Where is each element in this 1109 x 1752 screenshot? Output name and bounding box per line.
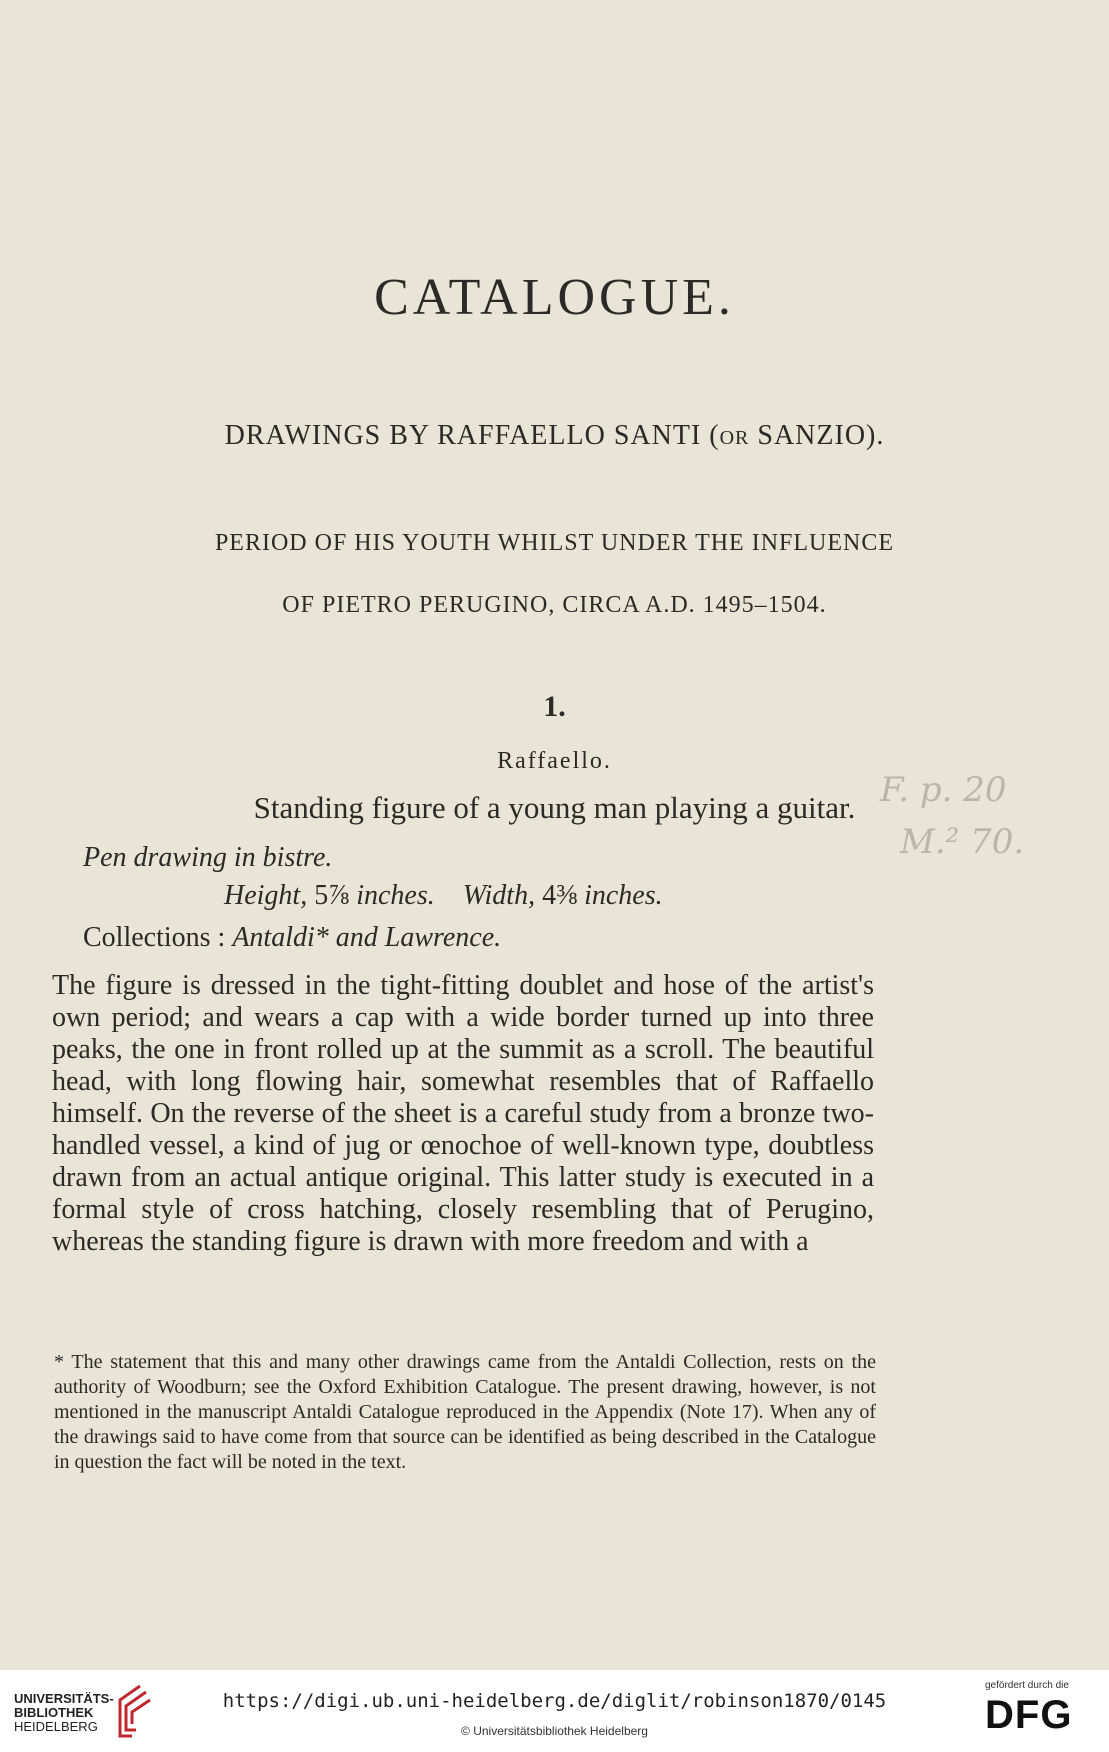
footnote: * The statement that this and many other drawings came from the Antaldi Collection, rests on the authority of Woodburn; see the Oxford Exhibition Catalogue. The present drawing, however, is not mentioned in the manuscript Antaldi Catalogue reproduced in the Appendix (Note 17). When any of the drawings said to have come from that source can be identified as being described in the Catalogue in question the fact will be noted in the text. (54, 1351, 876, 1473)
width-unit: inches. (584, 880, 663, 911)
subtitle-or: OR (719, 427, 750, 449)
pencil-annotation (880, 770, 1080, 880)
annotation-line-1: F. p. 20 (880, 770, 1007, 810)
body-paragraph: The figure is dressed in the tight-fitting doublet and hose of the artist's own period; and wears a cap with a wide border turned up into three peaks, the one in front rolled up at the summit as a scroll. The beautiful head, with long flowing hair, somewhat resembles that of Raffaello himself. On the reverse of the sheet is a careful study from a bronze two-handled vessel, a kind of jug or œnochoe of well-known type, doubtless drawn from an actual antique original. This latter study is executed in a formal style of cross hatching, closely resembling that of Perugino, whereas the standing figure is drawn with more freedom and with a (52, 970, 874, 1257)
entry-artist: Raffaello. (497, 748, 612, 774)
entry-medium: Pen drawing in bistre. (83, 842, 333, 873)
collections-label: Collections : (83, 922, 226, 953)
logo-line-3: HEIDELBERG (14, 1719, 98, 1734)
width-value: 4⅜ (542, 880, 578, 911)
height-label: Height, (224, 880, 308, 911)
subtitle-paren-open: ( (701, 420, 720, 451)
period-line-2: OF PIETRO PERUGINO, CIRCA A.D. 1495–1504. (282, 592, 827, 618)
height-unit: inches. (356, 880, 435, 911)
subtitle-tail: SANZIO). (749, 420, 885, 451)
annotation-line-2: M.² 70. (900, 822, 1025, 862)
subtitle-main: DRAWINGS BY RAFFAELLO SANTI (224, 420, 702, 451)
page-url-link[interactable]: https://digi.ub.uni-heidelberg.de/diglit/robinson1870/0145 (222, 1690, 887, 1712)
entry-collections (83, 922, 501, 954)
copyright-text: © Universitätsbibliothek Heidelberg (461, 1724, 648, 1738)
page-title: CATALOGUE. (374, 269, 735, 326)
entry-number: 1. (543, 690, 566, 723)
period-line-1: PERIOD OF HIS YOUTH WHILST UNDER THE INFLUENCE (214, 530, 895, 556)
logo-line-2: BIBLIOTHEK (14, 1705, 94, 1720)
entry-figure-title: Standing figure of a young man playing a guitar. (253, 790, 856, 825)
height-value: 5⅞ (314, 880, 350, 911)
dfg-logo: DFG (985, 1693, 1073, 1737)
logo-line-1: UNIVERSITÄTS- (14, 1691, 114, 1706)
entry-dimensions (224, 880, 663, 912)
collections-value: Antaldi* and Lawrence. (232, 922, 502, 953)
width-label: Width, (462, 880, 536, 911)
dfg-caption: gefördert durch die (985, 1680, 1069, 1691)
section-subtitle (0, 420, 1109, 452)
